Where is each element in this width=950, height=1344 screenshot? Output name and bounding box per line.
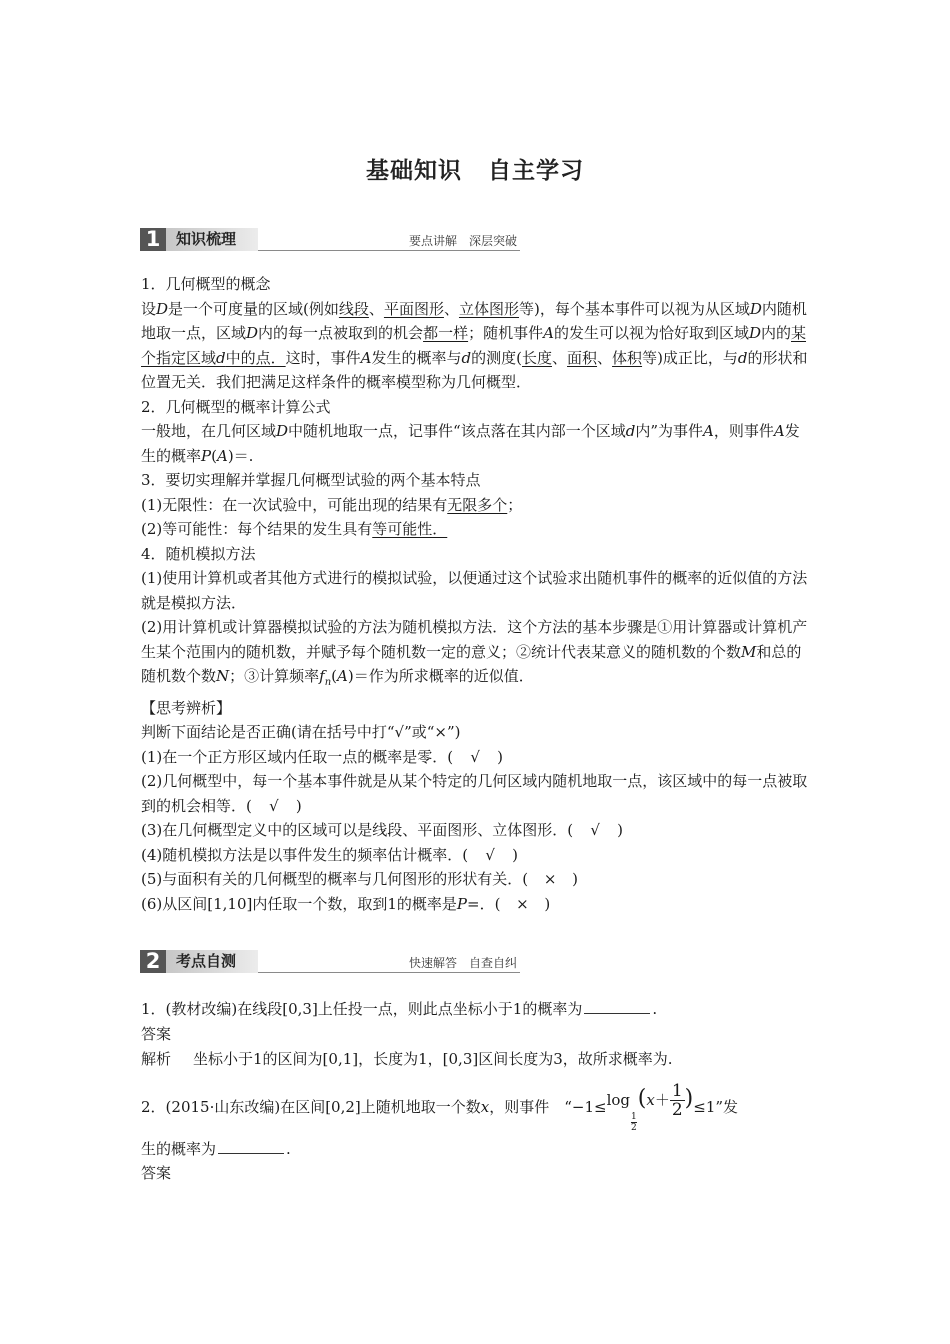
think-item-2: (2)几何概型中，每一个基本事件就是从某个特定的几何区域内随机地取一点，该区域中的每一点被取到的机会相等．( √ ) — [141, 772, 808, 815]
heading-2: 2．几何概型的概率计算公式 — [141, 397, 331, 416]
section-header-knowledge — [140, 228, 520, 256]
think-item-6: (6)从区间[1,10]内任取一个数，取到1的概率是P=．( × ) — [141, 894, 551, 913]
section-number: 1 — [140, 228, 166, 251]
think-item-4: (4)随机模拟方法是以事件发生的频率估计概率．( √ ) — [141, 845, 518, 864]
think-heading: 【思考辨析】 — [141, 698, 232, 717]
section-rule — [258, 250, 520, 251]
log-expression: log $\frac{1}{2}$ (x＋ $\frac{1}{2}$ ) — [606, 1081, 694, 1133]
point-1: (1)无限性：在一次试验中，可能出现的结果有无限多个； — [141, 495, 523, 514]
point-2: (2)等可能性：每个结果的发生具有等可能性． — [141, 520, 448, 538]
knowledge-body — [141, 272, 813, 916]
section-number: 2 — [140, 950, 166, 973]
analysis-1: 解析 坐标小于1的区间为[0,1]，长度为1，[0,3]区间长度为3，故所求概率为. — [141, 1050, 673, 1068]
heading-4: 4．随机模拟方法 — [141, 544, 256, 563]
section-rule — [258, 972, 520, 973]
paragraph-2: 一般地，在几何区域D中随机地取一点，记事件“该点落在其内部一个区域d内”为事件A，则事件A发生的概率P(A)＝. — [141, 422, 800, 465]
section-tag: 快速解答 自查自纠 — [408, 956, 517, 970]
question-2-cont: 生的概率为 . — [141, 1140, 291, 1158]
section-name: 考点自测 — [176, 952, 237, 970]
heading-3: 3．要切实理解并掌握几何概型试验的两个基本特点 — [141, 471, 481, 489]
paragraph-1: 设D是一个可度量的区域(例如线段、平面图形、立体图形等)，每个基本事件可以视为从区域D内随机地取一点，区域D内的每一点被取到的机会都一样；随机事件A的发生可以视为恰好取到区域D内的某个指定区域d中的点．这时，事件A发生的概率与d的测度(长度、面积、体积等)成正比，与d的形状和位置无关．我们把满足这样条件的概率模型称为几何概型． — [141, 299, 808, 391]
paragraph-4a: (1)使用计算机或者其他方式进行的模拟试验，以便通过这个试验求出随机事件的概率的近似值的方法就是模拟方法． — [141, 569, 808, 612]
title-part-1: 基础知识 — [366, 158, 462, 184]
question-2: 2．(2015·山东改编)在区间[0,2]上随机地取一个数x，则事件 “−1≤log $\frac{1}{2}$ (x＋ $\frac{1}{2}$ )≤1”发 — [141, 1081, 739, 1133]
page-title — [0, 152, 950, 185]
paragraph-4b: (2)用计算机或计算器模拟试验的方法为随机模拟方法．这个方法的基本步骤是①用计算器或计算机产生某个范围内的随机数，并赋予每个随机数一定的意义；②统计代表某意义的随机数的个数M和总的随机数个数N；③计算频率$f_n(A)=$作为所求概率的近似值． — [141, 618, 808, 688]
section-tag: 要点讲解 深层突破 — [408, 234, 517, 248]
section-name: 知识梳理 — [176, 230, 237, 248]
answer-blank — [218, 1153, 284, 1154]
answer-blank — [584, 1013, 650, 1014]
answer-label-2: 答案 — [141, 1164, 172, 1182]
think-item-5: (5)与面积有关的几何概型的概率与几何图形的形状有关．( × ) — [141, 870, 578, 888]
think-intro: 判断下面结论是否正确(请在括号中打“√”或“×”) — [141, 723, 461, 741]
heading-1: 1．几何概型的概念 — [141, 275, 271, 293]
answer-label-1: 答案 — [141, 1025, 172, 1043]
section-header-selftest — [140, 950, 520, 978]
think-item-1: (1)在一个正方形区域内任取一点的概率是零．( √ ) — [141, 747, 503, 766]
question-1: 1．(教材改编)在线段[0,3]上任投一点，则此点坐标小于1的概率为 . — [141, 1000, 658, 1018]
think-item-3: (3)在几何概型定义中的区域可以是线段、平面图形、立体图形．( √ ) — [141, 821, 623, 839]
title-part-2: 自主学习 — [488, 158, 584, 184]
